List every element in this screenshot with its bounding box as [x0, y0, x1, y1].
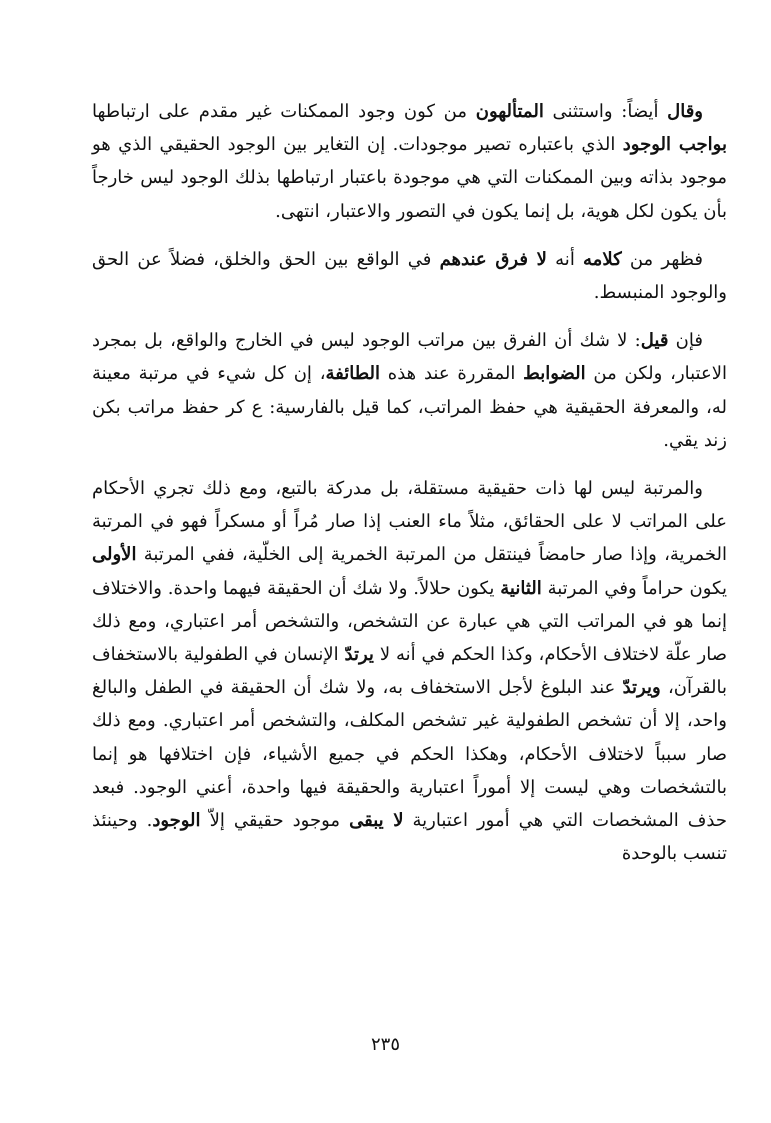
text-segment: . وحينئذ تنسب بالوحدة	[92, 810, 727, 865]
text-segment: يكون حلالاً. ولا شك أن الحقيقة فيهما واحدة. والاختلاف إنما هو في المراتب التي هي عبارة عن التشخص، والتشخص أمر اعتباري، ومع ذلك صار علّة لاختلاف الأحكام، وكذا الحكم في أنه لا	[92, 577, 727, 666]
bold-segment: المتألهون	[475, 101, 544, 122]
bold-segment: وقال	[667, 101, 703, 122]
text-segment: : لا شك أن الفرق بين مراتب الوجود ليس في الخارج والواقع، بل بمجرد الاعتبار، ولكن من	[92, 330, 727, 385]
bold-segment: الثانية	[500, 577, 542, 599]
paragraph-4	[92, 472, 727, 870]
bold-segment: قيل	[640, 330, 669, 352]
bold-segment: الأولى	[92, 544, 137, 566]
text-segment: أيضاً: واستثنى	[543, 101, 668, 122]
text-segment: في الواقع بين الحق والخلق، فضلاً عن الحق والوجود المنبسط.	[92, 248, 727, 304]
text-segment: عند البلوغ لأجل الاستخفاف به، ولا شك أن الحقيقة في الطفل والبالغ واحد، إلا أن تشخص الطفولية غير تشخص المكلف، والتشخص أمر اعتباري. ومع ذلك صار سبباً لاختلاف الأحكام، وهكذا الحكم في جميع الأشياء، فإن اختلافها هو إنما بالتشخصات وهي ليست إلا أموراً اعتبارية والحقيقة فيها واحدة، أعني الوجود. فبعد حذف المشخصات التي هي أمور اعتبارية	[92, 677, 727, 832]
text-segment: ، إن كل شيء في مرتبة معينة له، والمعرفة الحقيقية هي حفظ المراتب، كما قيل بالفارسية: ع كر حفظ مراتب بكن زند يقي.	[92, 363, 727, 451]
bold-segment: كلامه	[583, 248, 622, 270]
text-segment: موجود حقيقي إلاّ	[200, 810, 350, 832]
bold-segment: ويرتدّ	[622, 677, 661, 699]
bold-segment: الطائفة	[325, 363, 381, 385]
text-segment: أنه	[546, 248, 584, 270]
text-segment: فظهر من	[621, 248, 703, 270]
paragraph-1	[92, 95, 727, 228]
bold-segment: بواجب الوجود	[622, 134, 727, 156]
bold-segment: لا فرق عندهم	[439, 248, 547, 270]
bold-segment: الضوابط	[523, 363, 586, 385]
paragraph-2	[92, 243, 727, 309]
text-segment: والمرتبة ليس لها ذات حقيقية مستقلة، بل مدركة بالتبع، ومع ذلك تجري الأحكام على المراتب لا على الحقائق، مثلاً ماء العنب إذا صار مُراً أو مسكراً فهو في المرتبة الخمرية، وإذا صار حامضاً فينتقل من المرتبة الخمرية إلى الخلّية، ففي المرتبة	[92, 478, 727, 566]
text-segment: يكون حراماً وفي المرتبة	[541, 577, 727, 599]
text-segment: من كون وجود الممكنات غير مقدم على ارتباطها	[92, 101, 476, 122]
bold-segment: لا يبقى	[349, 810, 404, 832]
bold-segment: يرتدّ	[344, 644, 374, 666]
page-body	[92, 95, 727, 885]
text-segment: المقررة عند هذه	[380, 363, 524, 385]
page-number: ٢٣٥	[370, 1034, 400, 1055]
paragraph-3	[92, 324, 727, 457]
text-segment: الإنسان في الطفولية بالاستخفاف بالقرآن،	[92, 644, 727, 699]
text-segment: الذي باعتباره تصير موجودات. إن التغاير بين الوجود الحقيقي الذي هو موجود بذاته وبين الممكنات التي هي موجودة باعتبار ارتباطها بذلك الوجود ليس خارجاً بأن يكون لكل هوية، بل إنما يكون في التصور والاعتبار، انتهى.	[92, 134, 727, 222]
text-segment: فإن	[668, 330, 703, 352]
bold-segment: الوجود	[152, 810, 201, 832]
